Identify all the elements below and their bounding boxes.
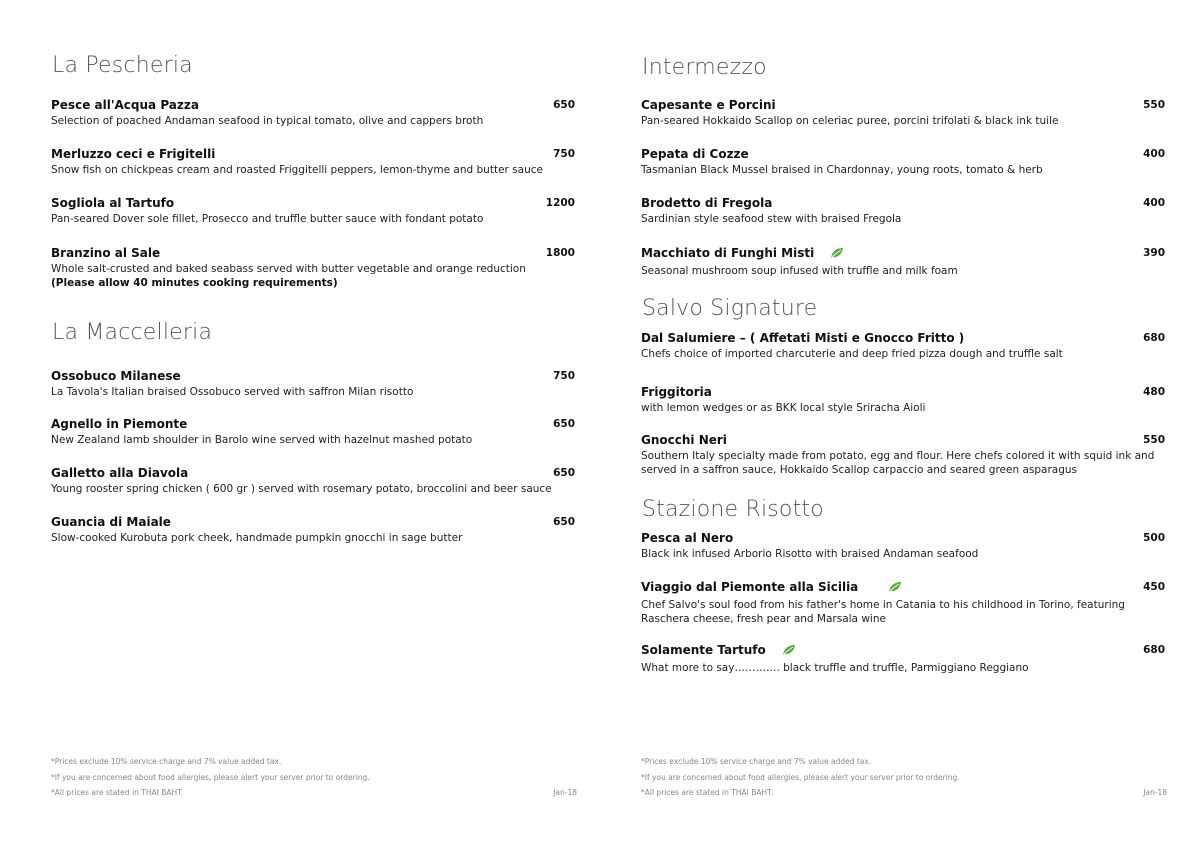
item-name: Pesce all'Acqua Pazza xyxy=(51,98,199,112)
item-description: Selection of poached Andaman seafood in typical tomato, olive and cappers broth xyxy=(51,115,484,127)
section-title: La Maccelleria xyxy=(52,320,213,345)
item-price: 550 xyxy=(1143,99,1165,111)
item-description: Chef Salvo's soul food from his father's home in Catania to his childhood in Torino, featuring Raschera cheese, fresh pear and Marsala wine xyxy=(641,599,1125,625)
item-description: Seasonal mushroom soup infused with truffle and milk foam xyxy=(641,265,958,277)
item-name: Friggitoria xyxy=(641,385,712,399)
item-name: Brodetto di Fregola xyxy=(641,196,773,210)
menu-item xyxy=(641,330,1169,361)
menu-item xyxy=(641,97,1169,128)
item-description: Sardinian style seafood stew with braised Fregola xyxy=(641,213,902,225)
item-price: 500 xyxy=(1143,532,1165,544)
item-description: Slow-cooked Kurobuta pork cheek, handmade pumpkin gnocchi in sage butter xyxy=(51,532,463,544)
section-title: Intermezzo xyxy=(642,55,767,80)
item-price: 390 xyxy=(1143,247,1165,259)
footer-line: *All prices are stated in THAI BAHT. xyxy=(51,788,184,797)
item-name: Guancia di Maiale xyxy=(51,515,171,529)
item-price: 650 xyxy=(553,99,575,111)
menu-item xyxy=(641,530,1169,561)
item-price: 450 xyxy=(1143,581,1165,593)
footer-line: *If you are concerned about food allergies, please alert your server prior to ordering. xyxy=(51,772,370,782)
leaf-icon xyxy=(782,644,796,660)
item-price: 1200 xyxy=(545,197,575,209)
item-price: 480 xyxy=(1143,386,1165,398)
item-name-row xyxy=(641,245,1169,263)
menu-item xyxy=(51,245,579,291)
item-price: 650 xyxy=(553,467,575,479)
footer-line: *Prices exclude 10% service charge and 7% value added tax. xyxy=(51,757,282,766)
item-name: Sogliola al Tartufo xyxy=(51,196,175,210)
footer-notes xyxy=(641,758,1169,805)
menu-item xyxy=(51,465,579,496)
menu-item xyxy=(51,514,579,545)
section-title: Stazione Risotto xyxy=(642,497,824,522)
menu-item xyxy=(51,195,579,226)
item-description: New Zealand lamb shoulder in Barolo wine served with hazelnut mashed potato xyxy=(51,434,473,446)
menu-item xyxy=(51,368,579,399)
item-name: Ossobuco Milanese xyxy=(51,369,181,383)
item-name: Gnocchi Neri xyxy=(641,433,727,447)
item-name: Agnello in Piemonte xyxy=(51,417,188,431)
item-price: 1800 xyxy=(545,247,575,259)
item-price: 680 xyxy=(1143,644,1165,656)
menu-item xyxy=(641,642,1169,675)
menu-item xyxy=(641,146,1169,177)
item-description: Southern Italy specialty made from potato, egg and flour. Here chefs colored it with squid ink and served in a saffron sauce, Hokkaido Scallop carpaccio and seared green asparagus xyxy=(641,450,1155,476)
item-name: Viaggio dal Piemonte alla Sicilia xyxy=(641,580,859,594)
item-description: La Tavola's Italian braised Ossobuco served with saffron Milan risotto xyxy=(51,386,414,398)
menu-item xyxy=(641,579,1169,626)
item-description: Pan-seared Dover sole fillet, Prosecco and truffle butter sauce with fondant potato xyxy=(51,213,484,225)
item-description: Snow fish on chickpeas cream and roasted Friggitelli peppers, lemon-thyme and butter sauce xyxy=(51,164,543,176)
footer-line: *All prices are stated in THAI BAHT. xyxy=(641,788,774,797)
section-title: La Pescheria xyxy=(52,53,193,78)
item-name: Macchiato di Funghi Misti xyxy=(641,246,815,260)
section-title: Salvo Signature xyxy=(642,296,818,321)
item-name: Merluzzo ceci e Frigitelli xyxy=(51,147,216,161)
item-description: Tasmanian Black Mussel braised in Chardonnay, young roots, tomato & herb xyxy=(641,164,1043,176)
menu-item xyxy=(51,416,579,447)
item-name: Capesante e Porcini xyxy=(641,98,776,112)
menu-item xyxy=(51,97,579,128)
item-description: Whole salt-crusted and baked seabass served with butter vegetable and orange reduction xyxy=(51,263,526,275)
item-price: 550 xyxy=(1143,434,1165,446)
item-name: Galletto alla Diavola xyxy=(51,466,189,480)
footer-date: Jan-18 xyxy=(553,788,577,797)
item-price: 400 xyxy=(1143,197,1165,209)
item-description: with lemon wedges or as BKK local style Sriracha Aioli xyxy=(641,402,926,414)
leaf-icon xyxy=(888,581,902,597)
menu-item xyxy=(641,384,1169,415)
menu-item xyxy=(641,432,1169,477)
item-name-row xyxy=(641,642,1169,660)
item-description: Pan-seared Hokkaido Scallop on celeriac puree, porcini trifolati & black ink tuile xyxy=(641,115,1059,127)
footer-date: Jan-18 xyxy=(1143,788,1167,797)
item-price: 750 xyxy=(553,148,575,160)
item-description: Black ink infused Arborio Risotto with braised Andaman seafood xyxy=(641,548,979,560)
menu-page-right xyxy=(590,0,1190,848)
item-note: (Please allow 40 minutes cooking requirements) xyxy=(51,277,338,289)
item-name: Dal Salumiere – ( Affetati Misti e Gnocco Fritto ) xyxy=(641,331,965,345)
item-description: What more to say…………. black truffle and truffle, Parmiggiano Reggiano xyxy=(641,662,1029,674)
menu-item xyxy=(641,195,1169,226)
footer-notes xyxy=(51,758,579,805)
item-price: 680 xyxy=(1143,332,1165,344)
menu-item xyxy=(51,146,579,177)
item-name: Branzino al Sale xyxy=(51,246,161,260)
item-name: Solamente Tartufo xyxy=(641,643,766,657)
item-name: Pesca al Nero xyxy=(641,531,734,545)
item-description: Young rooster spring chicken ( 600 gr ) served with rosemary potato, broccolini and beer sauce xyxy=(51,483,552,495)
item-price: 400 xyxy=(1143,148,1165,160)
footer-line: *Prices exclude 10% service charge and 7% value added tax. xyxy=(641,757,872,766)
item-name: Pepata di Cozze xyxy=(641,147,749,161)
footer-line: *If you are concerned about food allergies, please alert your server prior to ordering. xyxy=(641,772,960,782)
item-price: 750 xyxy=(553,370,575,382)
menu-item xyxy=(641,245,1169,278)
item-description: Chefs choice of imported charcuterie and deep fried pizza dough and truffle salt xyxy=(641,348,1063,360)
item-price: 650 xyxy=(553,418,575,430)
leaf-icon xyxy=(830,247,844,263)
item-price: 650 xyxy=(553,516,575,528)
item-name-row xyxy=(641,579,1169,597)
